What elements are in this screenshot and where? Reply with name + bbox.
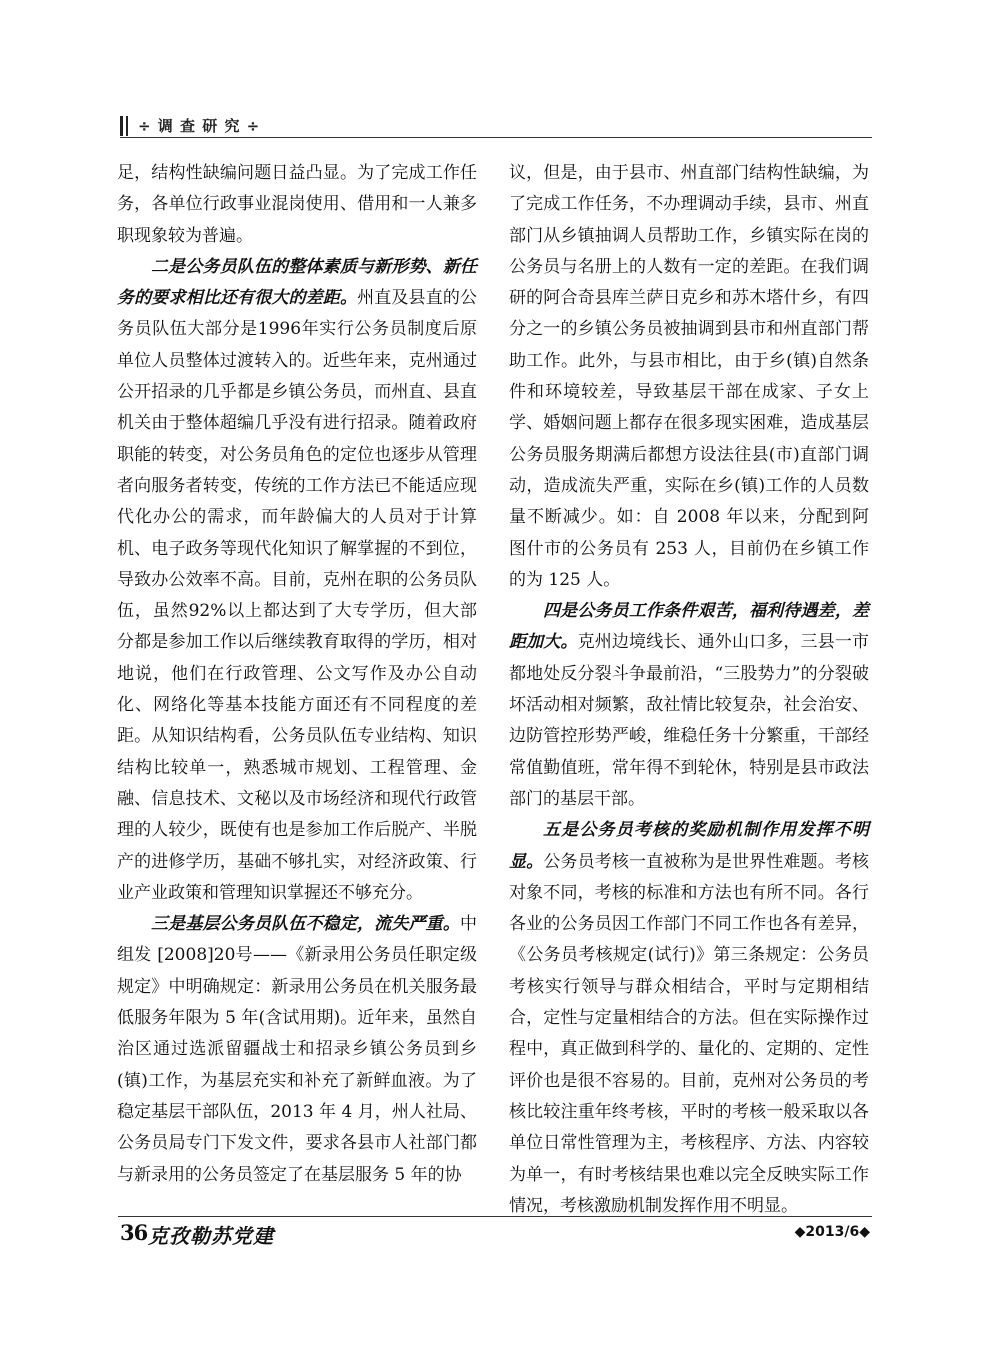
right-paragraph-1: 议，但是，由于县市、州直部门结构性缺编，为了完成工作任务，不办理调动手续，县市、州直部门从乡镇抽调人员帮助工作，乡镇实际在岗的公务员与名册上的人数有一定的差距。在我们调研的阿合奇县库兰萨日克乡和苏木塔什乡，有四分之一的乡镇公务员被抽调到县市和州直部门帮助工作。此外，与县市相比，由于乡(镇)自然条件和环境较差，导致基层干部在成家、子女上学、婚姻问题上都存在很多现实困难，造成基层公务员服务期满后都想方设法往县(市)直部门调动，造成流失严重，实际在乡(镇)工作的人员数量不断减少。如：自 2008 年以来，分配到阿图什市的公务员有 253 人，目前仍在乡镇工作的为 125 人。 <box>509 163 869 590</box>
right-paragraph-3 <box>509 815 869 1222</box>
page-header <box>120 114 872 138</box>
right-paragraph-2-lead: 四是公务员工作条件艰苦，福利待遇差，差距加大。 <box>509 601 869 653</box>
right-paragraph-2-body: 克州边境线长、通外山口多，三县一市都地处反分裂斗争最前沿，“三股势力”的分裂破坏活动相对频繁，敌社情比较复杂，社会治安、边防管控形势严峻，维稳任务十分繁重，干部经常值勤值班，常年得不到轮休，特别是县市政法部门的基层干部。 <box>509 632 870 809</box>
header-bars-icon <box>120 116 132 136</box>
left-paragraph-2-lead: 二是公务员队伍的整体素质与新形势、新任务的要求相比还有很大的差距。 <box>117 256 477 309</box>
footer-rule <box>118 1216 872 1217</box>
page-number: 36 <box>120 1220 148 1245</box>
magazine-name: 克孜勒苏党建 <box>148 1224 274 1248</box>
left-paragraph-3-body: 中组发 [2008]20号——《新录用公务员任职定级规定》中明确规定：新录用公务员在机关服务最低服务年限为 5 年(含试用期)。近年来，虽然自治区通过选派留疆战士和招录乡镇公务员到乡(镇)工作，为基层充实和补充了新鲜血液。为了稳定基层干部队伍，2013 年 4 月，州人社局、公务员局专门下发文件，要求各县市人社部门都与新录用的公务员签定了在基层服务 5 年的协 <box>117 914 477 1185</box>
left-paragraph-3-lead: 三是基层公务员队伍不稳定，流失严重。 <box>151 914 460 935</box>
left-paragraph-3 <box>117 909 477 1191</box>
right-paragraph-3-lead: 五是公务员考核的奖励机制作用发挥不明显。 <box>509 820 869 872</box>
page-footer <box>118 1216 872 1252</box>
left-paragraph-1: 足，结构性缺编问题日益凸显。为了完成工作任务，各单位行政事业混岗使用、借用和一人兼多职现象较为普遍。 <box>117 163 477 246</box>
issue-label: ◆2013/6◆ <box>794 1224 870 1240</box>
right-column <box>509 158 869 1222</box>
section-label: ÷ 调 查 研 究 ÷ <box>138 117 261 135</box>
left-column <box>117 158 477 1191</box>
right-paragraph-3-body: 公务员考核一直被称为是世界性难题。考核对象不同，考核的标准和方法也有所不同。各行各业的公务员因工作部门不同工作也各有差异，《公务员考核规定(试行)》第三条规定：公务员考核实行领导与群众相结合，平时与定期相结合，定性与定量相结合的方法。但在实际操作过程中，真正做到科学的、量化的、定期的、定性评价也是很不容易的。目前，克州对公务员的考核比较注重年终考核，平时的考核一般采取以各单位日常性管理为主，考核程序、方法、内容较为单一，有时考核结果也难以完全反映实际工作情况，考核激励机制发挥作用不明显。 <box>509 851 870 1216</box>
right-paragraph-2 <box>509 596 869 815</box>
left-paragraph-2 <box>117 252 477 909</box>
left-paragraph-2-body: 州直及县直的公务员队伍大部分是1996年实行公务员制度后原单位人员整体过渡转入的。近些年来，克州通过公开招录的几乎都是乡镇公务员，而州直、县直机关由于整体超编几乎没有进行招录。随着政府职能的转变，对公务员角色的定位也逐步从管理者向服务者转变，传统的工作方法已不能适应现代化办公的需求，而年龄偏大的人员对于计算机、电子政务等现代化知识了解掌握的不到位，导致办公效率不高。目前，克州在职的公务员队伍，虽然92%以上都达到了大专学历，但大部分都是参加工作以后继续教育取得的学历，相对地说，他们在行政管理、公文写作及办公自动化、网络化等基本技能方面还有不同程度的差距。从知识结构看，公务员队伍专业结构、知识结构比较单一，熟悉城市规划、工程管理、金融、信息技术、文秘以及市场经济和现代行政管理的人较少，既使有也是参加工作后脱产、半脱产的进修学历，基础不够扎实，对经济政策、行业产业政策和管理知识掌握还不够充分。 <box>117 288 478 903</box>
header-rule <box>120 137 872 138</box>
